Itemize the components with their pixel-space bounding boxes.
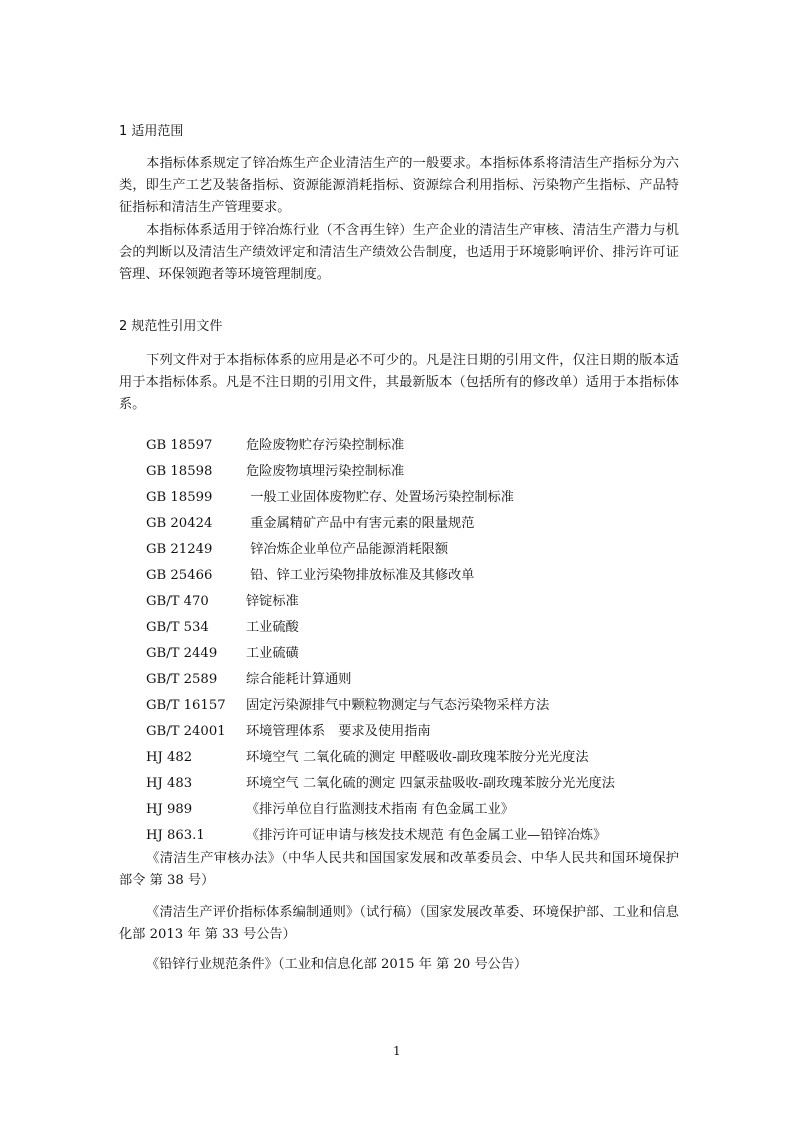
reference-title: 《排污单位自行监测技术指南 有色金属工业》 [246, 802, 514, 817]
reference-code: HJ 863.1 [146, 828, 205, 843]
reference-title: 锌锭标准 [246, 594, 299, 609]
reference-code: GB/T 2589 [146, 672, 218, 687]
reference-title: 固定污染源排气中颗粒物测定与气态污染物采样方法 [246, 698, 550, 713]
reference-item [146, 538, 448, 557]
reference-item [146, 616, 299, 635]
section-1-paragraph-2 [119, 220, 679, 286]
reference-code: GB 20424 [146, 516, 213, 531]
reference-title: 工业硫磺 [246, 646, 299, 661]
reference-item [146, 486, 514, 505]
reference-item [146, 824, 606, 843]
reference-code: GB 18598 [146, 464, 213, 479]
section-2-paragraph-1-text: 下列文件对于本指标体系的应用是必不可少的。凡是注日期的引用文件，仅注日期的版本适用于本指标体系。凡是不注日期的引用文件，其最新版本（包括所有的修改单）适用于本指标体系。 [119, 353, 679, 412]
reference-code: GB 25466 [146, 568, 213, 583]
reference-code: GB/T 534 [146, 620, 209, 635]
section-2-paragraph-1 [119, 350, 679, 416]
reference-item [146, 564, 474, 583]
reference-code: GB/T 16157 [146, 698, 226, 713]
reference-item [146, 590, 299, 609]
reference-code: GB/T 470 [146, 594, 209, 609]
reference-title: 《排污许可证申请与核发技术规范 有色金属工业—铅锌冶炼》 [246, 828, 607, 843]
section-1-paragraph-1-text: 本指标体系规定了锌冶炼生产企业清洁生产的一般要求。本指标体系将清洁生产指标分为六类，即生产工艺及装备指标、资源能源消耗指标、资源综合利用指标、污染物产生指标、产品特征指标和清洁生产管理要求。 [119, 156, 679, 215]
reference-code: HJ 989 [146, 802, 193, 817]
reference-title: 工业硫酸 [246, 620, 299, 635]
reference-code: HJ 483 [146, 776, 193, 791]
reference-title: 危险废物贮存污染控制标准 [246, 438, 405, 453]
literature-item-1 [119, 848, 679, 892]
reference-item [146, 746, 589, 765]
reference-item [146, 512, 474, 531]
reference-item [146, 642, 299, 661]
reference-item [146, 798, 514, 817]
reference-title: 环境空气 二氧化硫的测定 四氯汞盐吸收-副玫瑰苯胺分光光度法 [246, 776, 615, 791]
section-1-paragraph-1 [119, 153, 679, 219]
reference-item [146, 434, 404, 453]
reference-code: GB/T 24001 [146, 724, 226, 739]
section-1-heading: 1 适用范围 [119, 124, 184, 139]
reference-title: 环境管理体系 要求及使用指南 [246, 724, 431, 739]
reference-title: 综合能耗计算通则 [246, 672, 352, 687]
reference-title: 重金属精矿产品中有害元素的限量规范 [246, 516, 475, 531]
reference-item [146, 694, 549, 713]
reference-title: 一般工业固体废物贮存、处置场污染控制标准 [246, 490, 514, 505]
page-number: 1 [393, 1044, 401, 1058]
reference-title: 锌冶炼企业单位产品能源消耗限额 [246, 542, 449, 557]
reference-title: 危险废物填埋污染控制标准 [246, 464, 405, 479]
reference-code: GB 18599 [146, 490, 213, 505]
section-1-paragraph-2-text: 本指标体系适用于锌冶炼行业（不含再生锌）生产企业的清洁生产审核、清洁生产潜力与机会的判断以及清洁生产绩效评定和清洁生产绩效公告制度，也适用于环境影响评价、排污许可证管理、环保领跑者等环境管理制度。 [119, 223, 679, 282]
reference-code: HJ 482 [146, 750, 193, 765]
reference-code: GB 18597 [146, 438, 213, 453]
reference-item [146, 772, 615, 791]
literature-item-3 [119, 954, 679, 976]
literature-item-3-text: 《铅锌行业规范条件》（工业和信息化部 2015 年 第 20 号公告） [146, 957, 528, 972]
reference-code: GB/T 2449 [146, 646, 218, 661]
literature-item-2 [119, 902, 679, 946]
reference-item [146, 720, 431, 739]
reference-title: 铅、锌工业污染物排放标准及其修改单 [246, 568, 475, 583]
literature-item-1-text: 《清洁生产审核办法》（中华人民共和国国家发展和改革委员会、中华人民共和国环境保护部令 第 38 号） [119, 851, 679, 888]
reference-code: GB 21249 [146, 542, 213, 557]
reference-item [146, 460, 404, 479]
reference-title: 环境空气 二氧化硫的测定 甲醛吸收-副玫瑰苯胺分光光度法 [246, 750, 589, 765]
reference-item [146, 668, 352, 687]
section-2-heading: 2 规范性引用文件 [119, 319, 223, 334]
literature-item-2-text: 《清洁生产评价指标体系编制通则》（试行稿）（国家发展改革委、环境保护部、工业和信息化部 2013 年 第 33 号公告） [119, 905, 679, 942]
